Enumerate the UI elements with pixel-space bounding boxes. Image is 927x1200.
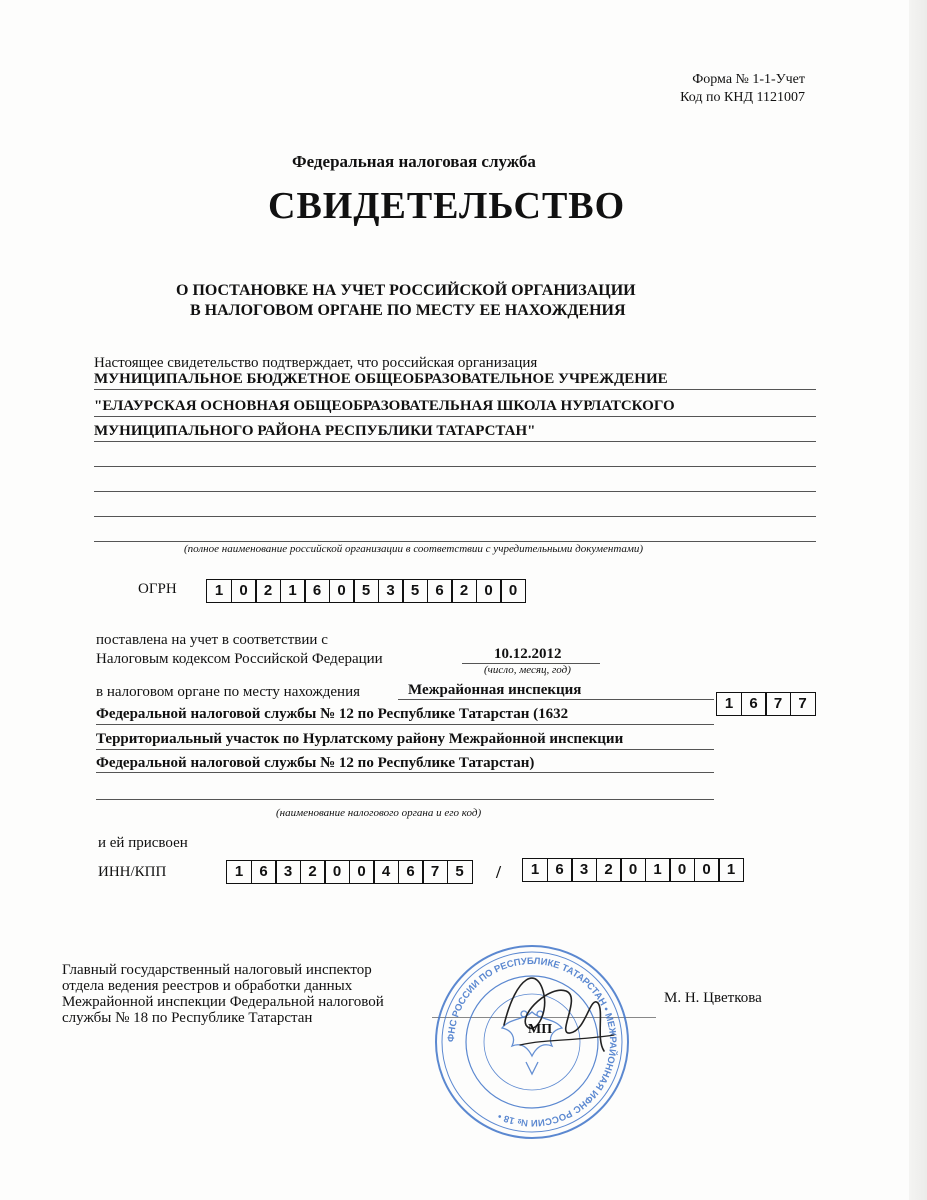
- inn-kpp-separator: /: [496, 862, 502, 882]
- organization-name-line: "ЕЛАУРСКАЯ ОСНОВНАЯ ОБЩЕОБРАЗОВАТЕЛЬНАЯ ШКОЛА НУРЛАТСКОГО: [94, 398, 675, 414]
- tax-authority-intro: в налоговом органе по месту нахождения: [96, 684, 361, 700]
- handwritten-signature: [486, 955, 626, 1065]
- kpp-digit: 2: [596, 858, 622, 882]
- tax-authority-name-line: Территориальный участок по Нурлатскому району Межрайонной инспекции: [96, 731, 624, 747]
- inn-digit: 7: [422, 860, 448, 884]
- ogrn-digit: 6: [304, 579, 330, 603]
- kpp-boxes: [522, 858, 743, 882]
- knd-code: Код по КНД 1121007: [680, 90, 805, 105]
- stamp-text: ФНС РОССИИ ПО РЕСПУБЛИКЕ ТАТАРСТАН • МЕЖРАЙОННАЯ ИФНС РОССИИ № 18 •: [445, 955, 619, 1129]
- inn-digit: 3: [275, 860, 301, 884]
- registration-text-line-1: поставлена на учет в соответствии с: [96, 632, 328, 648]
- tax-authority-caption: (наименование налогового органа и его код): [276, 807, 482, 819]
- organization-name-caption: (полное наименование российской организации в соответствии с учредительными документами): [184, 543, 644, 555]
- form-number: Форма № 1-1-Учет: [692, 72, 805, 87]
- kpp-digit: 0: [694, 858, 720, 882]
- ogrn-digit: 0: [500, 579, 526, 603]
- ogrn-digit: 1: [206, 579, 232, 603]
- inn-digit: 6: [398, 860, 424, 884]
- ogrn-digit: 3: [378, 579, 404, 603]
- inn-digit: 0: [349, 860, 375, 884]
- tax-authority-code-digit: 6: [741, 692, 767, 716]
- ogrn-digit: 5: [402, 579, 428, 603]
- inn-boxes: [226, 860, 471, 884]
- signer-position-line: отдела ведения реестров и обработки данных: [62, 978, 353, 994]
- signer-position-line: Главный государственный налоговый инспектор: [62, 962, 372, 978]
- organization-name-line: МУНИЦИПАЛЬНОГО РАЙОНА РЕСПУБЛИКИ ТАТАРСТАН": [94, 423, 536, 439]
- inn-digit: 0: [324, 860, 350, 884]
- ogrn-boxes: [206, 579, 525, 603]
- organization-intro: Настоящее свидетельство подтверждает, что российская организация: [94, 355, 538, 371]
- tax-authority-code-digit: 7: [765, 692, 791, 716]
- kpp-digit: 0: [669, 858, 695, 882]
- kpp-digit: 6: [547, 858, 573, 882]
- kpp-digit: 1: [718, 858, 744, 882]
- ogrn-digit: 2: [255, 579, 281, 603]
- ogrn-digit: 1: [280, 579, 306, 603]
- ogrn-digit: 0: [231, 579, 257, 603]
- assigned-label: и ей присвоен: [98, 835, 188, 851]
- tax-authority-code-boxes: [716, 692, 814, 716]
- kpp-digit: 0: [620, 858, 646, 882]
- organization-name-line: МУНИЦИПАЛЬНОЕ БЮДЖЕТНОЕ ОБЩЕОБРАЗОВАТЕЛЬНОЕ УЧРЕЖДЕНИЕ: [94, 371, 668, 387]
- registration-date: 10.12.2012: [494, 646, 562, 662]
- ogrn-digit: 0: [476, 579, 502, 603]
- service-name: Федеральная налоговая служба: [292, 152, 536, 171]
- tax-authority-name-line: Федеральной налоговой службы № 12 по Республике Татарстан (1632: [96, 706, 569, 722]
- ogrn-label: ОГРН: [138, 581, 177, 597]
- tax-authority-name-line: Федеральной налоговой службы № 12 по Республике Татарстан): [96, 755, 535, 771]
- kpp-digit: 1: [522, 858, 548, 882]
- signer-position-line: службы № 18 по Республике Татарстан: [62, 1010, 313, 1026]
- registration-text-line-2: Налоговым кодексом Российской Федерации: [96, 651, 383, 667]
- seal-place-mark: МП: [528, 1022, 553, 1037]
- ogrn-digit: 0: [329, 579, 355, 603]
- subtitle-line-2: В НАЛОГОВОМ ОРГАНЕ ПО МЕСТУ ЕЕ НАХОЖДЕНИЯ: [190, 302, 626, 319]
- tax-authority-code-digit: 7: [790, 692, 816, 716]
- document-title: СВИДЕТЕЛЬСТВО: [268, 185, 626, 227]
- inn-digit: 5: [447, 860, 473, 884]
- signer-name: М. Н. Цветкова: [664, 990, 762, 1006]
- subtitle-line-1: О ПОСТАНОВКЕ НА УЧЕТ РОССИЙСКОЙ ОРГАНИЗАЦИИ: [176, 282, 636, 299]
- ogrn-digit: 2: [451, 579, 477, 603]
- paper-edge: [909, 0, 927, 1200]
- inn-digit: 6: [251, 860, 277, 884]
- inn-digit: 1: [226, 860, 252, 884]
- ogrn-digit: 5: [353, 579, 379, 603]
- registration-date-caption: (число, месяц, год): [484, 664, 571, 676]
- tax-authority-name-first: Межрайонная инспекция: [408, 682, 582, 698]
- kpp-digit: 3: [571, 858, 597, 882]
- signer-position-line: Межрайонной инспекции Федеральной налоговой: [62, 994, 384, 1010]
- tax-authority-code-digit: 1: [716, 692, 742, 716]
- ogrn-digit: 6: [427, 579, 453, 603]
- inn-digit: 2: [300, 860, 326, 884]
- kpp-digit: 1: [645, 858, 671, 882]
- inn-kpp-label: ИНН/КПП: [98, 864, 167, 880]
- inn-digit: 4: [373, 860, 399, 884]
